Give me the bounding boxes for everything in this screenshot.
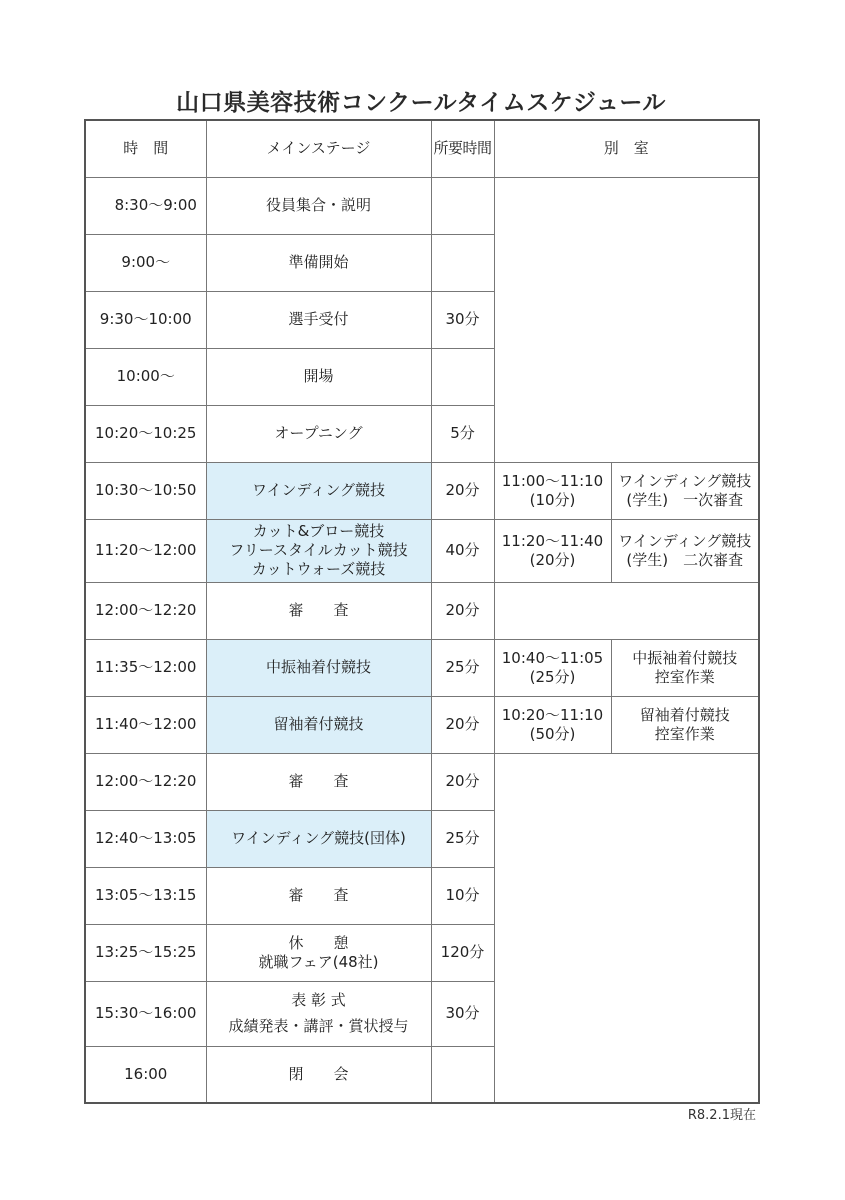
time-cell: 9:30～10:00 [85, 291, 206, 348]
side-room-label-line2: 控室作業 [654, 724, 715, 743]
duration-cell: 120分 [431, 924, 494, 981]
side-room-label-line2: (学生) 二次審査 [626, 550, 744, 569]
stage-line: 表 彰 式 [291, 991, 346, 1009]
time-cell: 13:05～13:15 [85, 867, 206, 924]
side-room-time [494, 462, 611, 519]
side-room-length: (20分) [529, 550, 576, 569]
duration-cell [431, 1046, 494, 1103]
time-cell: 9:00～ [85, 234, 206, 291]
stage-line: カットウォーズ競技 [251, 559, 386, 578]
stage-cell: オープニング [206, 405, 431, 462]
stage-line: 休 憩 [288, 933, 349, 952]
side-room-empty [494, 753, 759, 1103]
header-time: 時 間 [85, 120, 206, 177]
time-cell: 11:35～12:00 [85, 639, 206, 696]
side-room-length: (10分) [529, 490, 576, 509]
duration-cell: 20分 [431, 582, 494, 639]
side-room-time-range: 10:40～11:05 [501, 648, 604, 667]
stage-line: 成績発表・講評・賞状授与 [228, 1016, 409, 1035]
time-cell: 8:30～9:00 [85, 177, 206, 234]
duration-cell: 30分 [431, 291, 494, 348]
time-cell: 10:20～10:25 [85, 405, 206, 462]
stage-line: フリースタイルカット競技 [229, 541, 408, 560]
side-room-label [611, 639, 759, 696]
stage-line: カット&ブロー競技 [252, 522, 385, 541]
stage-cell [206, 924, 431, 981]
side-room-time-range: 10:20～11:10 [501, 705, 604, 724]
side-room-label-line2: (学生) 一次審査 [626, 490, 744, 509]
side-room-label [611, 696, 759, 753]
side-room-label-line1: 中振袖着付競技 [632, 648, 738, 667]
duration-cell: 30分 [431, 981, 494, 1046]
duration-cell: 20分 [431, 462, 494, 519]
side-room-time-range: 11:00～11:10 [501, 471, 604, 490]
side-room-label-line1: 留袖着付競技 [639, 705, 730, 724]
side-room-length: (25分) [529, 667, 576, 686]
table-row [85, 639, 759, 696]
table-row [85, 753, 759, 810]
side-room-time [494, 639, 611, 696]
as-of-date-note: R8.2.1現在 [687, 1108, 756, 1123]
duration-cell: 20分 [431, 696, 494, 753]
stage-cell: 審 査 [206, 867, 431, 924]
time-cell: 16:00 [85, 1046, 206, 1103]
stage-line: 就職フェア(48社) [258, 952, 379, 971]
stage-cell-competition: 中振袖着付競技 [206, 639, 431, 696]
stage-cell [206, 981, 431, 1046]
time-cell: 13:25～15:25 [85, 924, 206, 981]
table-row [85, 519, 759, 582]
stage-cell-competition [206, 519, 431, 582]
duration-cell [431, 177, 494, 234]
duration-cell [431, 348, 494, 405]
stage-cell-competition: ワインディング競技 [206, 462, 431, 519]
stage-cell: 選手受付 [206, 291, 431, 348]
stage-cell: 役員集合・説明 [206, 177, 431, 234]
duration-cell: 25分 [431, 639, 494, 696]
side-room-label-line1: ワインディング競技 [618, 531, 752, 550]
side-room-time [494, 519, 611, 582]
stage-cell-competition: ワインディング競技(団体) [206, 810, 431, 867]
side-room-length: (50分) [529, 724, 576, 743]
time-cell: 11:20～12:00 [85, 519, 206, 582]
time-cell: 15:30～16:00 [85, 981, 206, 1046]
table-row [85, 177, 759, 234]
header-main-stage: メインステージ [206, 120, 431, 177]
duration-cell: 5分 [431, 405, 494, 462]
time-cell: 10:30～10:50 [85, 462, 206, 519]
stage-cell: 審 査 [206, 582, 431, 639]
duration-cell: 25分 [431, 810, 494, 867]
stage-cell: 閉 会 [206, 1046, 431, 1103]
table-row [85, 462, 759, 519]
table-row [85, 582, 759, 639]
time-cell: 10:00～ [85, 348, 206, 405]
header-row [85, 120, 759, 177]
side-room-label [611, 519, 759, 582]
time-cell: 12:40～13:05 [85, 810, 206, 867]
duration-cell: 40分 [431, 519, 494, 582]
duration-cell [431, 234, 494, 291]
header-separate-room: 別 室 [494, 120, 759, 177]
side-room-label-line1: ワインディング競技 [618, 471, 752, 490]
side-room-label-line2: 控室作業 [654, 667, 715, 686]
side-room-empty [494, 177, 759, 462]
schedule-table [84, 119, 760, 1104]
side-room-empty [494, 582, 759, 639]
stage-cell: 審 査 [206, 753, 431, 810]
duration-cell: 10分 [431, 867, 494, 924]
stage-cell: 準備開始 [206, 234, 431, 291]
time-cell: 12:00～12:20 [85, 582, 206, 639]
side-room-time-range: 11:20～11:40 [501, 531, 604, 550]
time-cell: 12:00～12:20 [85, 753, 206, 810]
table-row [85, 696, 759, 753]
side-room-label [611, 462, 759, 519]
time-cell: 11:40～12:00 [85, 696, 206, 753]
page-title: 山口県美容技術コンクールタイムスケジュール [176, 90, 666, 116]
duration-cell: 20分 [431, 753, 494, 810]
header-duration: 所要時間 [431, 120, 494, 177]
stage-cell: 開場 [206, 348, 431, 405]
side-room-time [494, 696, 611, 753]
stage-cell-competition: 留袖着付競技 [206, 696, 431, 753]
